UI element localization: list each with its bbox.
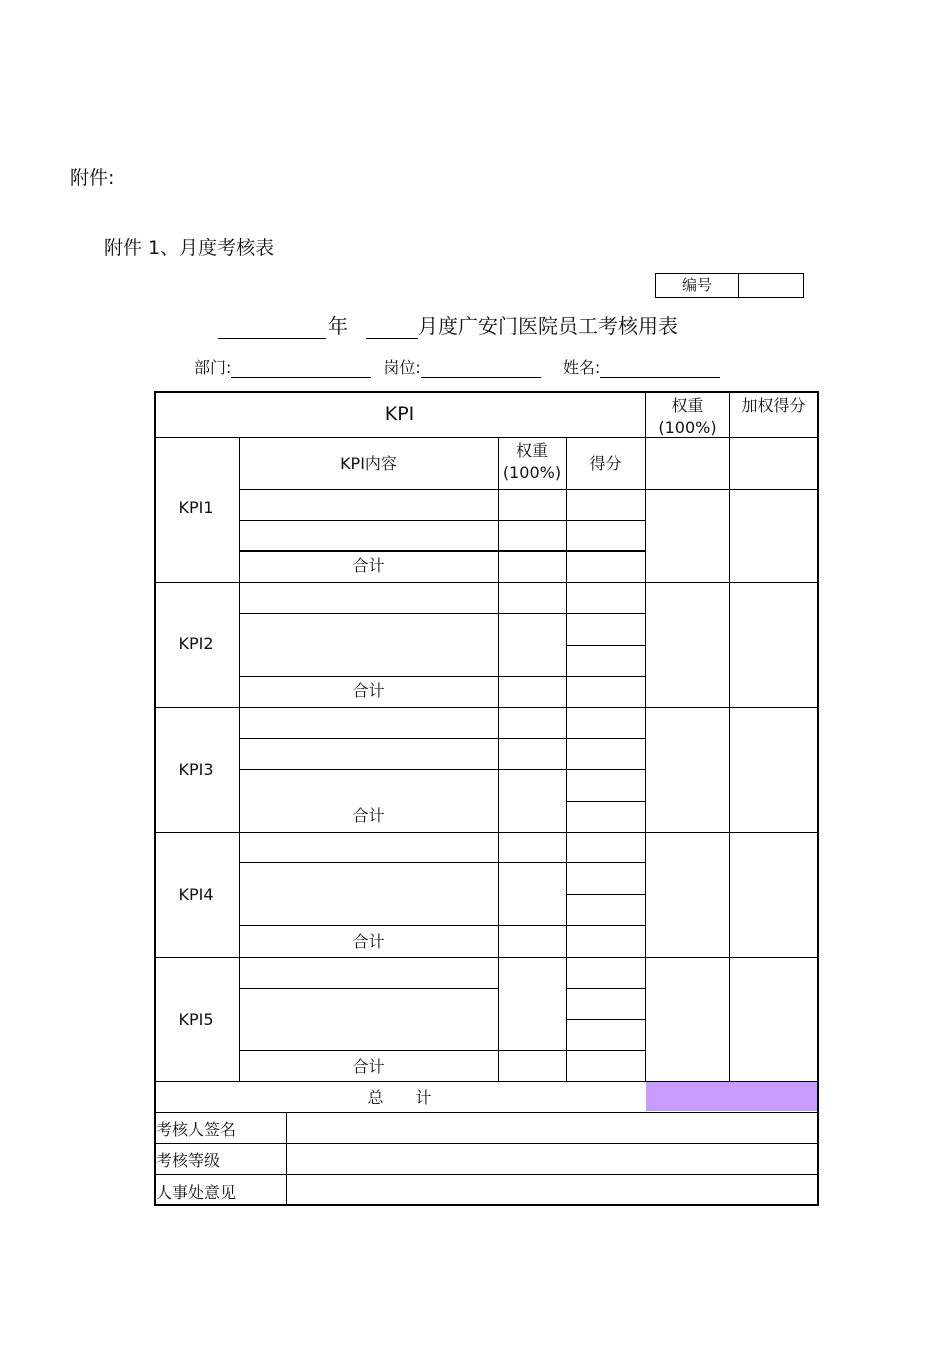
form-subtitle: 附件 1、月度考核表 (104, 237, 275, 259)
kpi2-subtotal-label: 合计 (352, 681, 385, 700)
position-label: 岗位: (383, 358, 421, 377)
table-grid-line (239, 437, 240, 1081)
weighted-score-header: 加权得分 (741, 396, 806, 415)
table-grid-line (729, 391, 730, 1081)
table-grid-line (566, 489, 567, 582)
appendix-label: 附件: (70, 167, 115, 189)
kpi-content-header: KPI内容 (340, 454, 397, 473)
table-grid-line (154, 707, 817, 708)
kpi5-subtotal-label: 合计 (352, 1057, 385, 1076)
table-grid-line (239, 738, 645, 739)
table-grid-line (239, 520, 645, 521)
table-grid-line (154, 1204, 819, 1206)
footer-signature-label: 考核人签名 (156, 1120, 237, 1139)
table-grid-line (154, 1112, 817, 1113)
table-grid-line (286, 1112, 287, 1205)
table-grid-line (645, 391, 646, 1081)
sub-weight-line2: (100%) (502, 463, 562, 482)
kpi2-label: KPI2 (178, 634, 214, 653)
table-grid-line (566, 1019, 645, 1020)
table-grid-line (498, 437, 499, 489)
table-grid-line (239, 676, 645, 677)
footer-hr-opinion-label: 人事处意见 (156, 1183, 237, 1202)
table-grid-line (498, 832, 499, 957)
table-grid-line (154, 391, 156, 1206)
table-grid-line (239, 862, 645, 863)
table-grid-line (566, 801, 645, 802)
table-grid-line (239, 489, 817, 490)
table-grid-line (566, 645, 645, 646)
table-grid-line (154, 437, 817, 438)
name-label: 姓名: (562, 358, 601, 377)
year-suffix: 年 (328, 314, 348, 338)
kpi3-label: KPI3 (178, 760, 214, 779)
department-label: 部门: (194, 358, 232, 377)
score-header: 得分 (589, 454, 622, 473)
table-grid-line (239, 613, 645, 614)
serial-number-label: 编号 (656, 274, 739, 297)
table-grid-line (154, 957, 817, 958)
table-grid-line (566, 988, 645, 989)
table-grid-line (154, 582, 817, 583)
table-grid-line (154, 832, 817, 833)
weight-header-line1: 权重 (671, 396, 704, 415)
table-grid-line (154, 1143, 817, 1144)
table-grid-line (566, 894, 645, 895)
table-grid-line (239, 925, 645, 926)
grand-total-highlight[interactable] (646, 1081, 817, 1111)
grand-total-label: 总 计 (367, 1088, 432, 1107)
table-grid-line (154, 1081, 817, 1082)
kpi1-subtotal-label: 合计 (352, 556, 385, 575)
table-grid-line (239, 1050, 645, 1051)
table-grid-line (154, 1174, 817, 1175)
table-grid-line (239, 988, 498, 989)
kpi4-subtotal-label: 合计 (352, 932, 385, 951)
kpi5-label: KPI5 (178, 1010, 214, 1029)
table-grid-line (498, 957, 499, 1081)
month-title: 月度广安门医院员工考核用表 (418, 314, 678, 338)
kpi4-label: KPI4 (178, 885, 214, 904)
table-grid-line (154, 391, 819, 393)
kpi3-subtotal-label: 合计 (352, 806, 385, 825)
table-grid-line (566, 437, 567, 489)
sub-weight-line1: 权重 (515, 441, 548, 460)
table-grid-line (498, 489, 499, 582)
footer-grade-label: 考核等级 (156, 1151, 221, 1170)
kpi1-label: KPI1 (178, 498, 214, 517)
weight-header-line2: (100%) (658, 418, 717, 437)
table-grid-line (239, 769, 645, 770)
table-grid-line (239, 550, 645, 552)
kpi-header: KPI (384, 403, 415, 425)
table-grid-line (817, 391, 819, 1206)
table-grid-line (498, 582, 499, 707)
